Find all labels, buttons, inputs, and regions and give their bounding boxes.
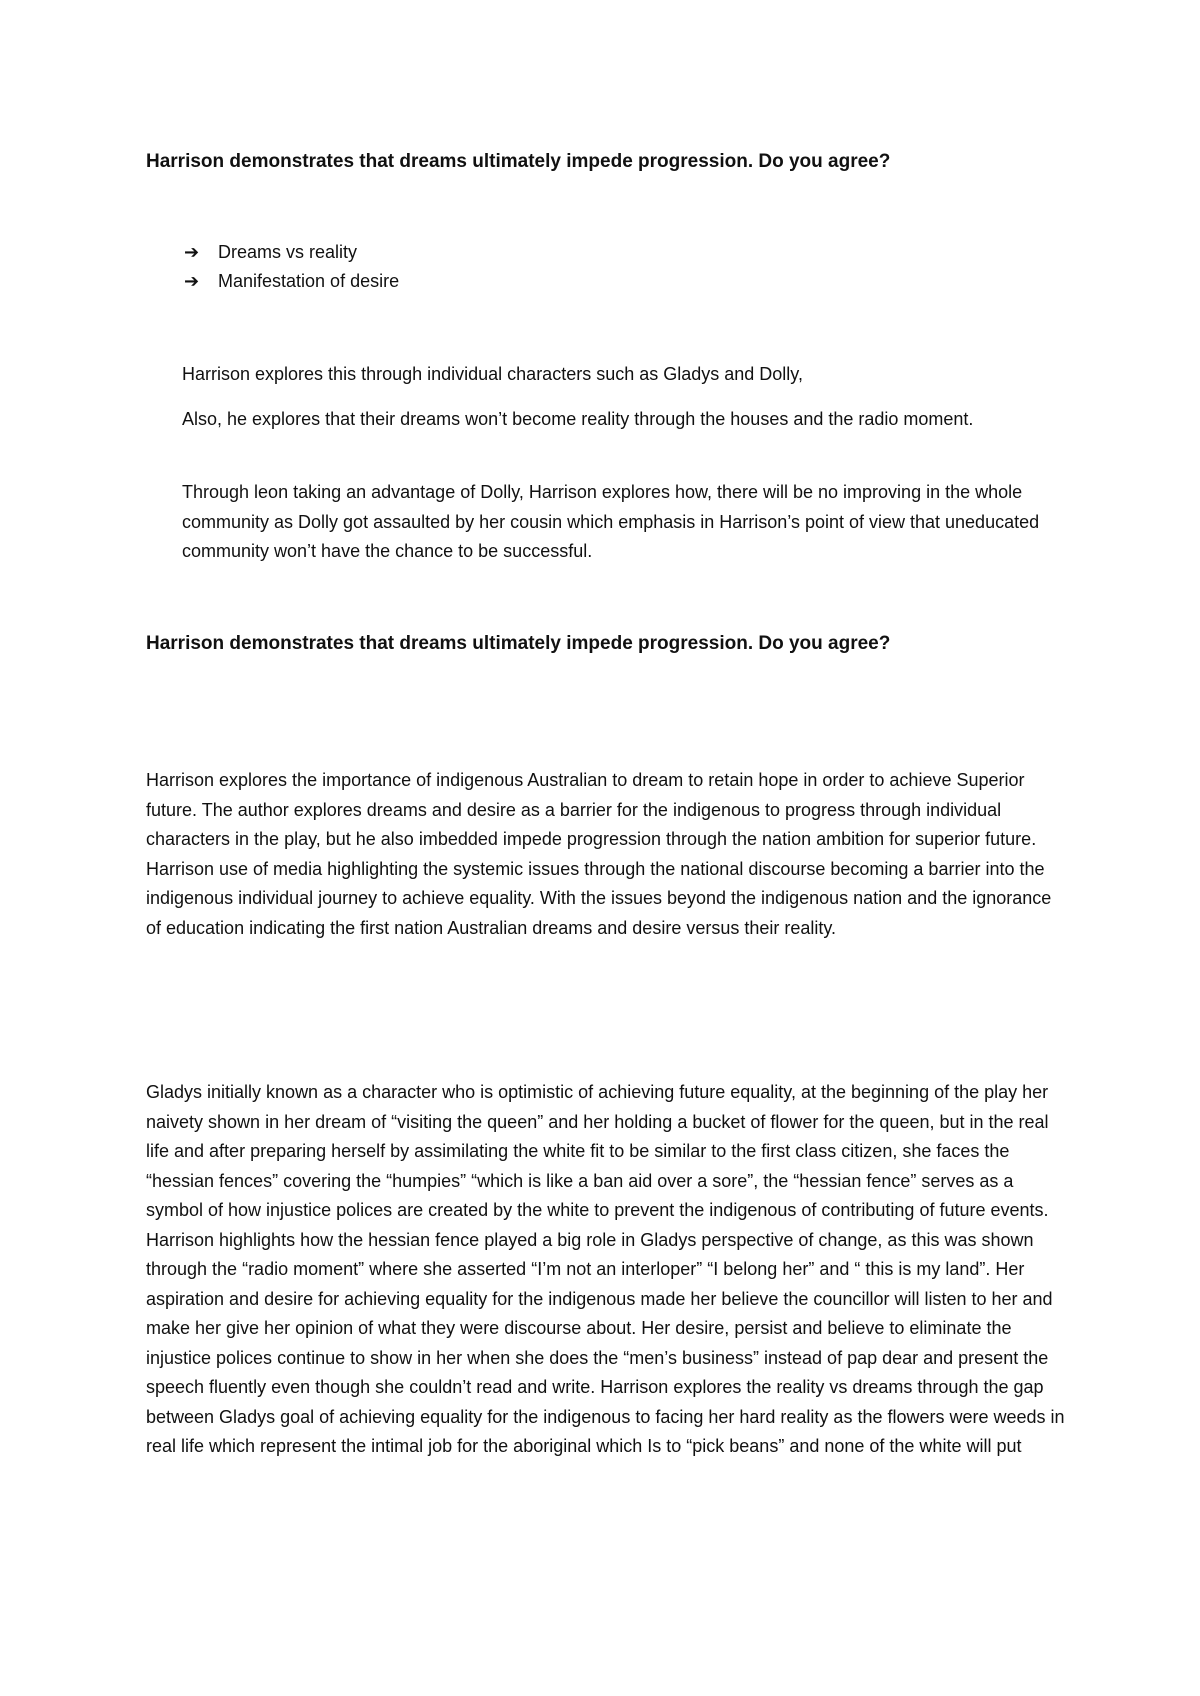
essay-question-heading: Harrison demonstrates that dreams ultimately impede progression. Do you agree? <box>146 633 891 654</box>
body-paragraph: Gladys initially known as a character who is optimistic of achieving future equality, at the beginning of the play her naivety shown in her dream of “visiting the queen” and her holding a bucket of flower for the queen, but in the real life and after preparing herself by assimilating the white fit to be similar to the first class citizen, she faces the “hessian fences” covering the “humpies” “which is like a ban aid over a sore”, the “hessian fence” serves as a symbol of how injustice polices are created by the white to prevent the indigenous of contributing of future events. Harrison highlights how the hessian fence played a big role in Gladys perspective of change, as this was shown through the “radio moment” where she asserted “I’m not an interloper” “I belong her” and “ this is my land”. Her aspiration and desire for achieving equality for the indigenous made her believe the councillor will listen to her and make her give her opinion of what they were discourse about. Her desire, persist and believe to eliminate the injustice polices continue to show in her when she does the “men’s business” instead of pap dear and present the speech fluently even though she couldn’t read and write. Harrison explores the reality vs dreams through the gap between Gladys goal of achieving equality for the indigenous to facing her hard reality as the flowers were weeds in real life which represent the intimal job for the aboriginal which Is to “pick beans” and none of the white will put <box>146 1082 1065 1456</box>
note-paragraph: Through leon taking an advantage of Dolly, Harrison explores how, there will be no improving in the whole community as Dolly got assaulted by her cousin which emphasis in Harrison’s point of view that uneducated community won’t have the chance to be successful. <box>182 482 1040 561</box>
list-item <box>184 238 399 267</box>
introduction-paragraph: Harrison explores the importance of indigenous Australian to dream to retain hope in order to achieve Superior future. The author explores dreams and desire as a barrier for the indigenous to progress through individual characters in the play, but he also imbedded impede progression through the nation ambition for superior future. Harrison use of media highlighting the systemic issues through the national discourse becoming a barrier into the indigenous individual journey to achieve equality. With the issues beyond the indigenous nation and the ignorance of education indicating the first nation Australian dreams and desire versus their reality. <box>146 770 1052 938</box>
essay-question-heading: Harrison demonstrates that dreams ultimately impede progression. Do you agree? <box>146 151 891 172</box>
note-paragraph: Also, he explores that their dreams won’t become reality through the houses and the radio moment. <box>182 409 974 429</box>
list-item-text: Dreams vs reality <box>218 242 358 262</box>
list-item <box>184 267 399 296</box>
key-points-list <box>184 238 399 296</box>
arrow-right-icon: ➔ <box>184 271 200 291</box>
note-paragraph: Harrison explores this through individual characters such as Gladys and Dolly, <box>182 364 803 384</box>
list-item-text: Manifestation of desire <box>218 271 400 291</box>
arrow-right-icon: ➔ <box>184 242 200 262</box>
